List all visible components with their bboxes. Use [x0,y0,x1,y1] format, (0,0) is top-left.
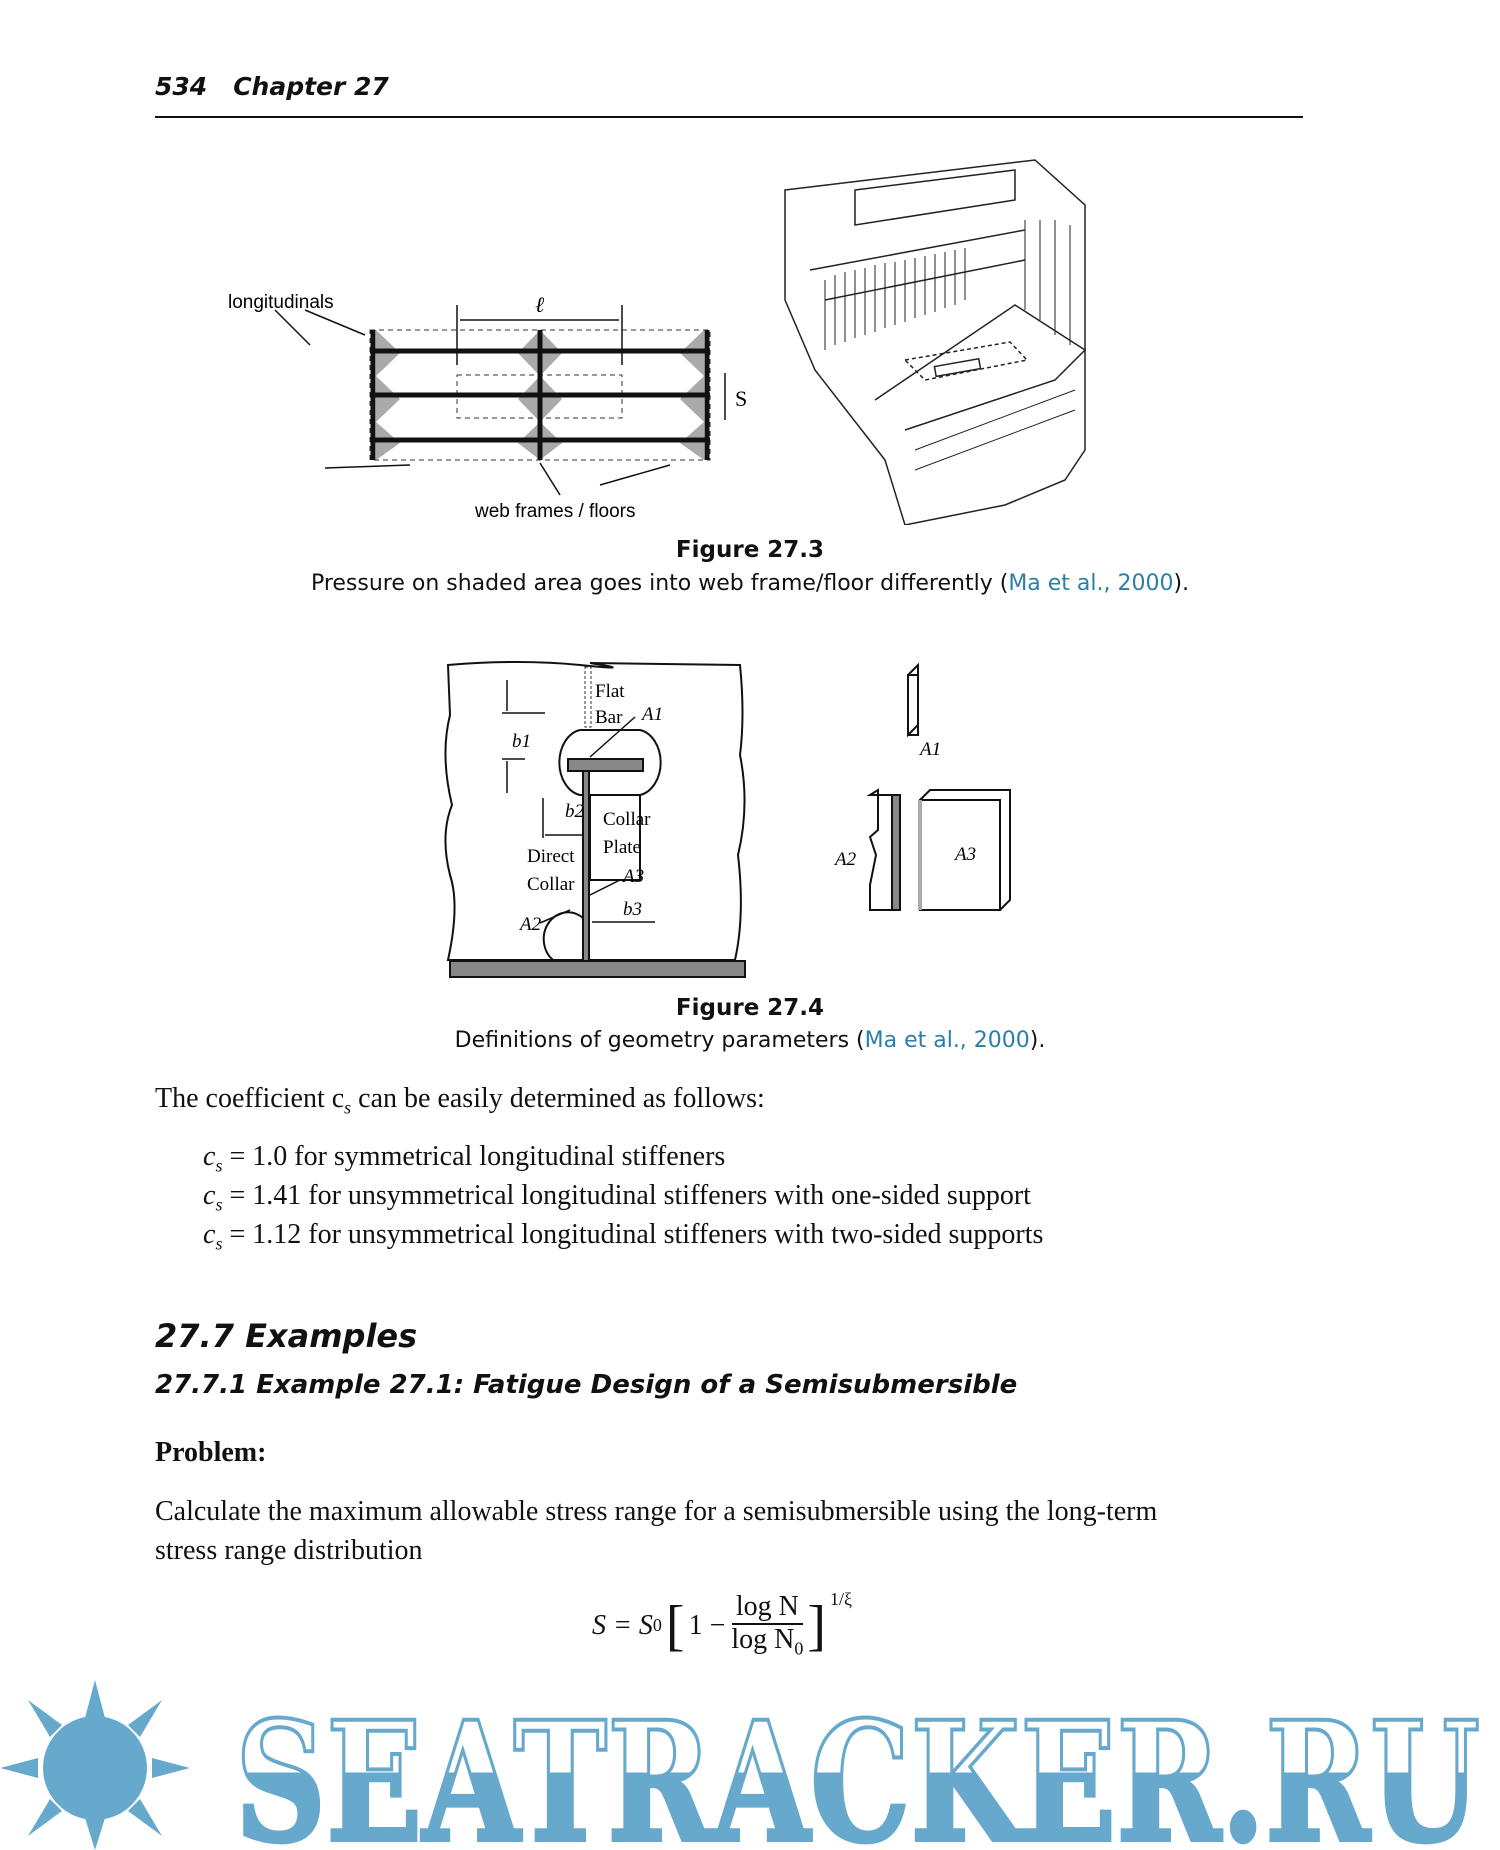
figure-27-3-caption [0,571,1500,596]
span-label: ℓ [535,292,545,317]
figure-27-3-label: Figure 27.3 [675,537,825,563]
spacing-label: S [735,386,748,411]
cs-symbol: c [203,1219,216,1250]
caption-text: ). [1173,571,1190,596]
ship-hull-section-drawing [755,150,1235,525]
figure-27-3-schematic [220,285,760,530]
caption-text: Definitions of geometry parameters ( [454,1028,865,1053]
numerator: log N [732,1592,803,1625]
stress-formula [592,1590,852,1662]
case-text: = 1.12 for unsymmetrical longitudinal stiffeners with two-sided supports [222,1219,1044,1250]
case-text: = 1.0 for symmetrical longitudinal stiffeners [222,1141,726,1172]
chapter-title: Chapter 27 [233,72,389,101]
a3-part-label: A3 [955,844,977,865]
citation-link[interactable]: Ma et al., 2000 [1008,571,1174,596]
bracket-right: ] [807,1595,827,1657]
denominator-text: log N [731,1624,795,1656]
subscript: 0 [794,1638,804,1659]
watermark-logo [0,1680,1500,1850]
watermark-text: SEATRACKER.RU [235,1685,1480,1850]
citation-link[interactable]: Ma et al., 2000 [864,1028,1030,1053]
b2-label: b2 [565,801,584,822]
caption-text: Pressure on shaded area goes into web frame/floor differently ( [310,571,1009,596]
collar-label: Collar [603,809,651,830]
formula-lhs: S = S [592,1609,653,1641]
bar-label: Bar [595,707,623,728]
problem-heading: Problem: [155,1437,267,1468]
plate-label: Plate [603,837,641,858]
bracket-left: [ [665,1595,685,1657]
b1-label: b1 [512,731,531,752]
subscript: 0 [652,1615,662,1636]
subscript: s [215,1233,223,1254]
section-heading: 27.7 Examples [155,1317,418,1355]
subscript: s [344,1097,352,1118]
cs-symbol: c [203,1180,216,1211]
subsection-heading: 27.7.1 Example 27.1: Fatigue Design of a Semisubmersible [155,1370,1018,1400]
subscript: s [215,1194,223,1215]
longitudinals-label: longitudinals [228,292,334,313]
page-number: 534 [155,72,208,101]
web-frames-label: web frames / floors [475,501,636,522]
sun-icon [0,1680,190,1850]
denominator [731,1625,803,1659]
flat-label: Flat [595,681,625,702]
b3-label: b3 [623,899,642,920]
a2-label: A2 [520,914,542,935]
problem-line-2: stress range distribution [155,1535,423,1566]
cs-case-2 [203,1180,1031,1216]
a1-label: A1 [642,704,664,725]
cs-symbol: c [203,1141,216,1172]
fraction [731,1592,803,1659]
a2-part-label: A2 [835,849,857,870]
formula-one: 1 − [688,1609,726,1641]
problem-line-1: Calculate the maximum allowable stress range for a semisubmersible using the long-term [155,1496,1158,1527]
intro-text: can be easily determined as follows: [351,1083,765,1114]
caption-text: ). [1029,1028,1046,1053]
cs-case-3 [203,1219,1043,1255]
coefficient-intro [155,1083,765,1119]
direct-collar-label: Collar [527,874,575,895]
subscript: s [215,1155,223,1176]
a1-part-label: A1 [920,739,942,760]
intro-text: The coefficient c [155,1083,345,1114]
figure-27-4-drawing [440,655,1040,990]
exponent: 1/ξ [830,1589,853,1609]
case-text: = 1.41 for unsymmetrical longitudinal stiffeners with one-sided support [222,1180,1031,1211]
cs-case-1 [203,1141,725,1177]
direct-label: Direct [527,846,575,867]
figure-27-4-label: Figure 27.4 [675,995,825,1021]
figure-27-4-caption [0,1028,1500,1053]
a3-label: A3 [623,866,645,887]
running-header [155,72,415,101]
header-rule [155,116,1303,118]
